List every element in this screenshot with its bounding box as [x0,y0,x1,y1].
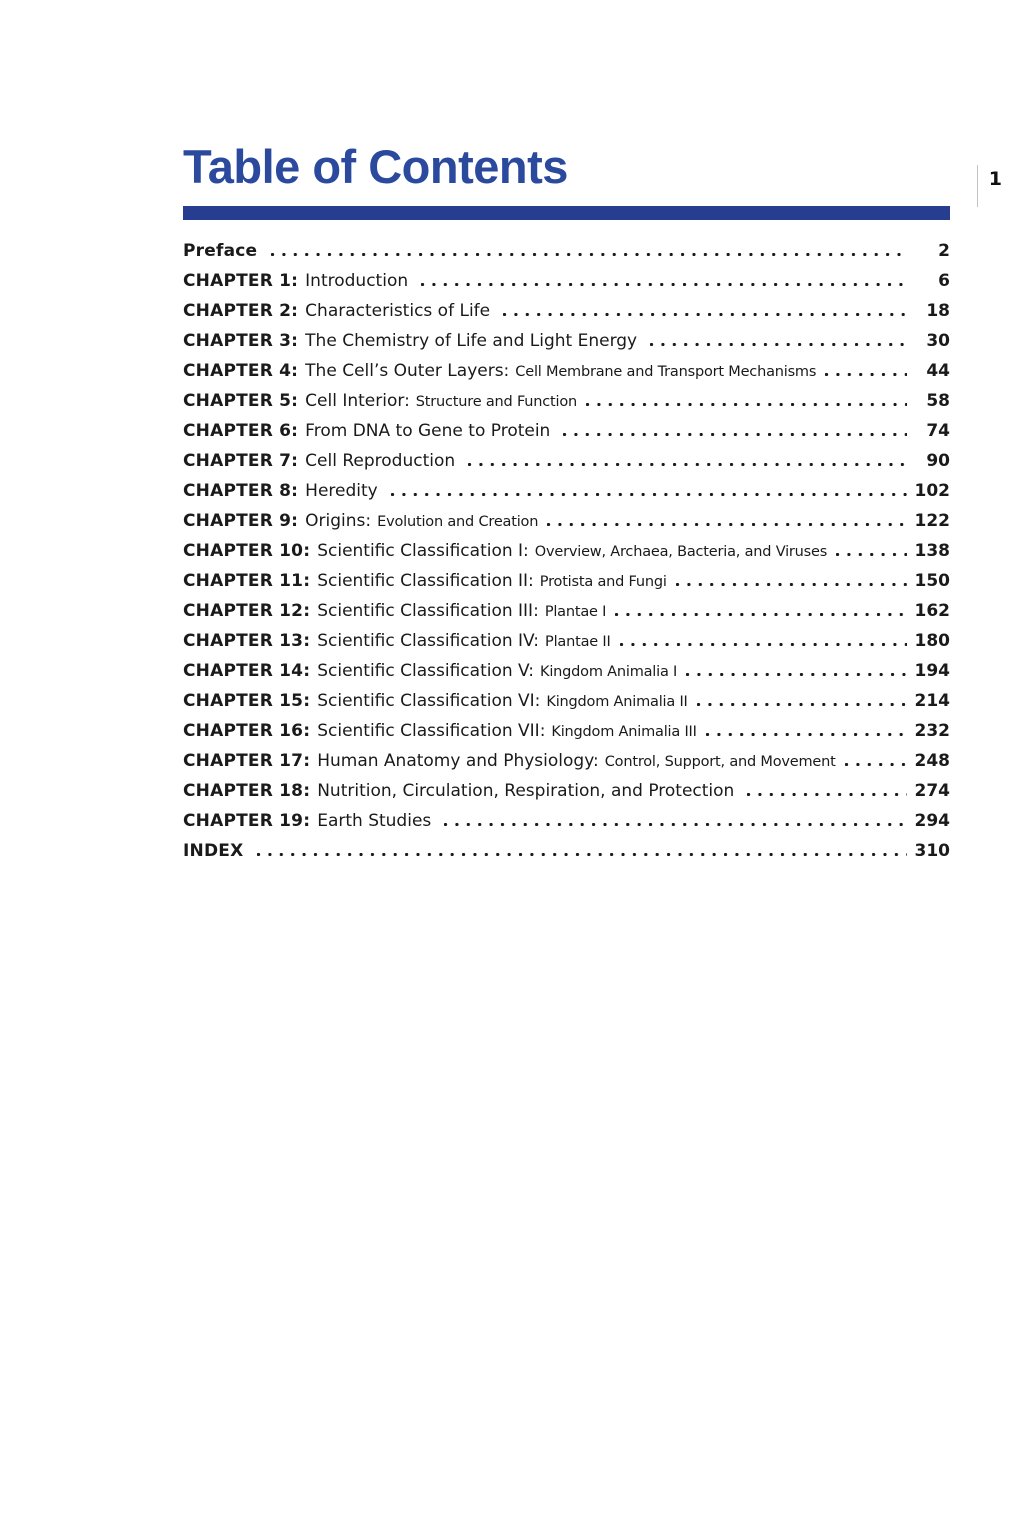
toc-entry-subtitle: Kingdom Animalia I [540,663,678,680]
toc-entry-page: 248 [914,750,950,771]
toc-entry [183,691,950,721]
dot-leader [271,253,907,256]
toc-entry-page: 74 [926,420,950,441]
toc-entry-page: 2 [938,240,950,261]
toc-entry-label: INDEX [183,840,244,861]
title-rule [183,206,950,220]
toc-entry-title: Scientific Classification II: [317,570,534,591]
dot-leader [257,853,907,856]
toc-entry [183,511,950,541]
dot-leader [747,793,907,796]
toc-entry-label: CHAPTER 1: [183,270,299,291]
toc-entry-page: 122 [914,510,950,531]
toc-entry [183,271,950,301]
page-number-divider [977,165,978,207]
toc-entry [183,571,950,601]
toc-entry-page: 194 [914,660,950,681]
dot-leader [391,493,907,496]
toc-entry-page: 58 [926,390,950,411]
toc-entry-title: The Cell’s Outer Layers: [305,360,510,381]
toc-entry-page: 274 [914,780,950,801]
corner-page-number-block [977,165,1002,207]
toc-entry [183,721,950,751]
toc-entry-title: Human Anatomy and Physiology: [317,750,599,771]
toc-entry-title: Scientific Classification V: [317,660,535,681]
toc-entry-page: 6 [938,270,950,291]
toc-entry-label: CHAPTER 10: [183,540,311,561]
toc-entry-label: CHAPTER 15: [183,690,311,711]
dot-leader [650,343,907,346]
toc-entry-page: 310 [914,840,950,861]
dot-leader [686,673,907,676]
toc-entry-page: 180 [914,630,950,651]
dot-leader [615,613,907,616]
toc-entry [183,631,950,661]
toc-entry-title: The Chemistry of Life and Light Energy [305,330,638,351]
toc-entry [183,841,950,871]
toc-entry-subtitle: Structure and Function [415,393,578,410]
toc-entry-label: CHAPTER 14: [183,660,311,681]
toc-entry [183,361,950,391]
toc-entry-title: Scientific Classification III: [317,600,539,621]
toc-entry [183,601,950,631]
toc-list [183,241,950,871]
toc-entry-title: Origins: [305,510,372,531]
toc-entry-title: Cell Reproduction [305,450,456,471]
toc-entry-label: CHAPTER 12: [183,600,311,621]
dot-leader [563,433,907,436]
page-number: 1 [988,168,1002,190]
toc-entry [183,811,950,841]
toc-entry-page: 30 [926,330,950,351]
toc-entry-page: 294 [914,810,950,831]
toc-entry-subtitle: Kingdom Animalia III [551,723,697,740]
toc-entry-subtitle: Plantae II [545,633,611,650]
toc-entry-label: Preface [183,240,258,261]
toc-entry-label: CHAPTER 11: [183,570,311,591]
toc-entry-label: CHAPTER 17: [183,750,311,771]
toc-entry-title: Scientific Classification VII: [317,720,546,741]
toc-entry-subtitle: Overview, Archaea, Bacteria, and Viruses [534,543,828,560]
toc-entry [183,241,950,271]
toc-entry-title: Scientific Classification VI: [317,690,541,711]
toc-entry-label: CHAPTER 19: [183,810,311,831]
toc-entry [183,391,950,421]
toc-entry [183,751,950,781]
toc-entry-subtitle: Evolution and Creation [377,513,539,530]
dot-leader [706,733,907,736]
toc-entry-title: Introduction [305,270,409,291]
dot-leader [836,553,907,556]
toc-entry-label: CHAPTER 2: [183,300,299,321]
toc-entry-page: 214 [914,690,950,711]
toc-entry-title: Characteristics of Life [305,300,491,321]
toc-entry [183,661,950,691]
toc-entry-label: CHAPTER 18: [183,780,311,801]
toc-entry-label: CHAPTER 8: [183,480,299,501]
dot-leader [676,583,907,586]
toc-entry-page: 102 [914,480,950,501]
toc-entry-label: CHAPTER 9: [183,510,299,531]
dot-leader [845,763,907,766]
toc-entry-title: Cell Interior: [305,390,410,411]
toc-entry [183,421,950,451]
toc-entry-label: CHAPTER 7: [183,450,299,471]
toc-entry-title: Nutrition, Circulation, Respiration, and Protection [317,780,735,801]
page-title: Table of Contents [183,140,568,193]
toc-entry-title: Earth Studies [317,810,432,831]
toc-entry-label: CHAPTER 3: [183,330,299,351]
toc-entry-title: From DNA to Gene to Protein [305,420,551,441]
dot-leader [547,523,907,526]
toc-entry-page: 90 [926,450,950,471]
dot-leader [444,823,907,826]
toc-entry-title: Scientific Classification I: [317,540,529,561]
toc-entry-page: 44 [926,360,950,381]
toc-entry-page: 150 [914,570,950,591]
dot-leader [421,283,907,286]
toc-entry-subtitle: Protista and Fungi [539,573,667,590]
toc-entry [183,781,950,811]
toc-entry-page: 162 [914,600,950,621]
dot-leader [620,643,907,646]
dot-leader [697,703,907,706]
dot-leader [503,313,907,316]
toc-entry [183,541,950,571]
toc-entry-subtitle: Kingdom Animalia II [546,693,688,710]
toc-entry-subtitle: Cell Membrane and Transport Mechanisms [515,363,817,380]
page-content [0,141,1024,871]
dot-leader [468,463,907,466]
toc-entry-subtitle: Control, Support, and Movement [604,753,836,770]
toc-entry-label: CHAPTER 4: [183,360,299,381]
toc-entry-label: CHAPTER 13: [183,630,311,651]
toc-entry-label: CHAPTER 6: [183,420,299,441]
toc-entry-page: 232 [914,720,950,741]
toc-entry-page: 138 [914,540,950,561]
toc-entry-title: Heredity [305,480,378,501]
toc-entry [183,451,950,481]
dot-leader [586,403,907,406]
toc-entry [183,481,950,511]
dot-leader [825,373,907,376]
toc-entry-title: Scientific Classification IV: [317,630,540,651]
toc-entry-label: CHAPTER 5: [183,390,299,411]
toc-entry [183,331,950,361]
toc-entry [183,301,950,331]
toc-entry-page: 18 [926,300,950,321]
toc-entry-subtitle: Plantae I [544,603,607,620]
toc-entry-label: CHAPTER 16: [183,720,311,741]
